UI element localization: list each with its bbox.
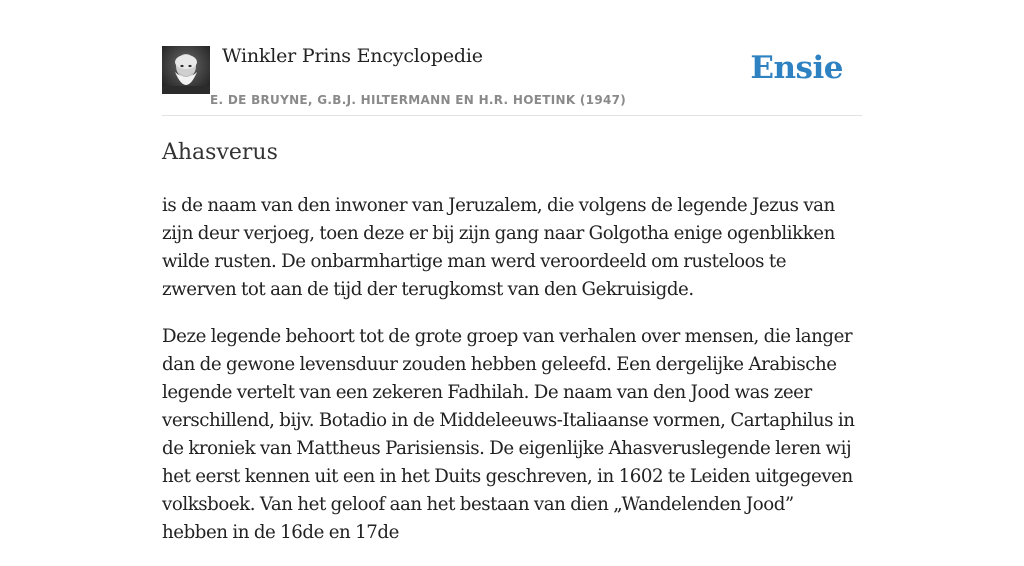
avatar[interactable] (162, 46, 210, 94)
authors-byline: E. DE BRUYNE, G.B.J. HILTERMANN EN H.R. HOETINK (1947) (210, 93, 627, 107)
content-column (162, 0, 862, 543)
article-paragraph: Deze legende behoort tot de grote groep van verhalen over mensen, die langer dan de gewone levensduur zouden hebben geleefd. Een dergelijke Arabische legende vertelt van een zekeren Fadhilah. De naam van den Jood was zeer verschillend, bijv. Botadio in de Middeleeuws-Italiaanse vormen, Cartaphilus in de kroniek van Mattheus Parisiensis. De eigenlijke Ahasveruslegende leren wij het eerst kennen uit een in het Duits geschreven, in 1602 te Leiden uitgegeven volksboek. Van het geloof aan het bestaan van dien „Wandelenden Jood” hebben in de 16de en 17de (162, 326, 855, 543)
article-paragraph: is de naam van den inwoner van Jeruzalem, die volgens de legende Jezus van zijn deur verjoeg, toen deze er bij zijn gang naar Golgotha enige ogenblikken wilde rusten. De onbarmhartige man werd veroordeeld om rusteloos te zwerven tot aan de tijd der terugkomst van den Gekruisigde. (162, 195, 835, 300)
site-title[interactable]: Winkler Prins Encyclopedie (222, 45, 483, 67)
article-body (162, 192, 862, 566)
site-header (162, 0, 862, 116)
bearded-man-portrait-icon (162, 46, 210, 94)
ensie-logo[interactable]: Ensie (750, 50, 843, 86)
article-title: Ahasverus (162, 140, 278, 165)
